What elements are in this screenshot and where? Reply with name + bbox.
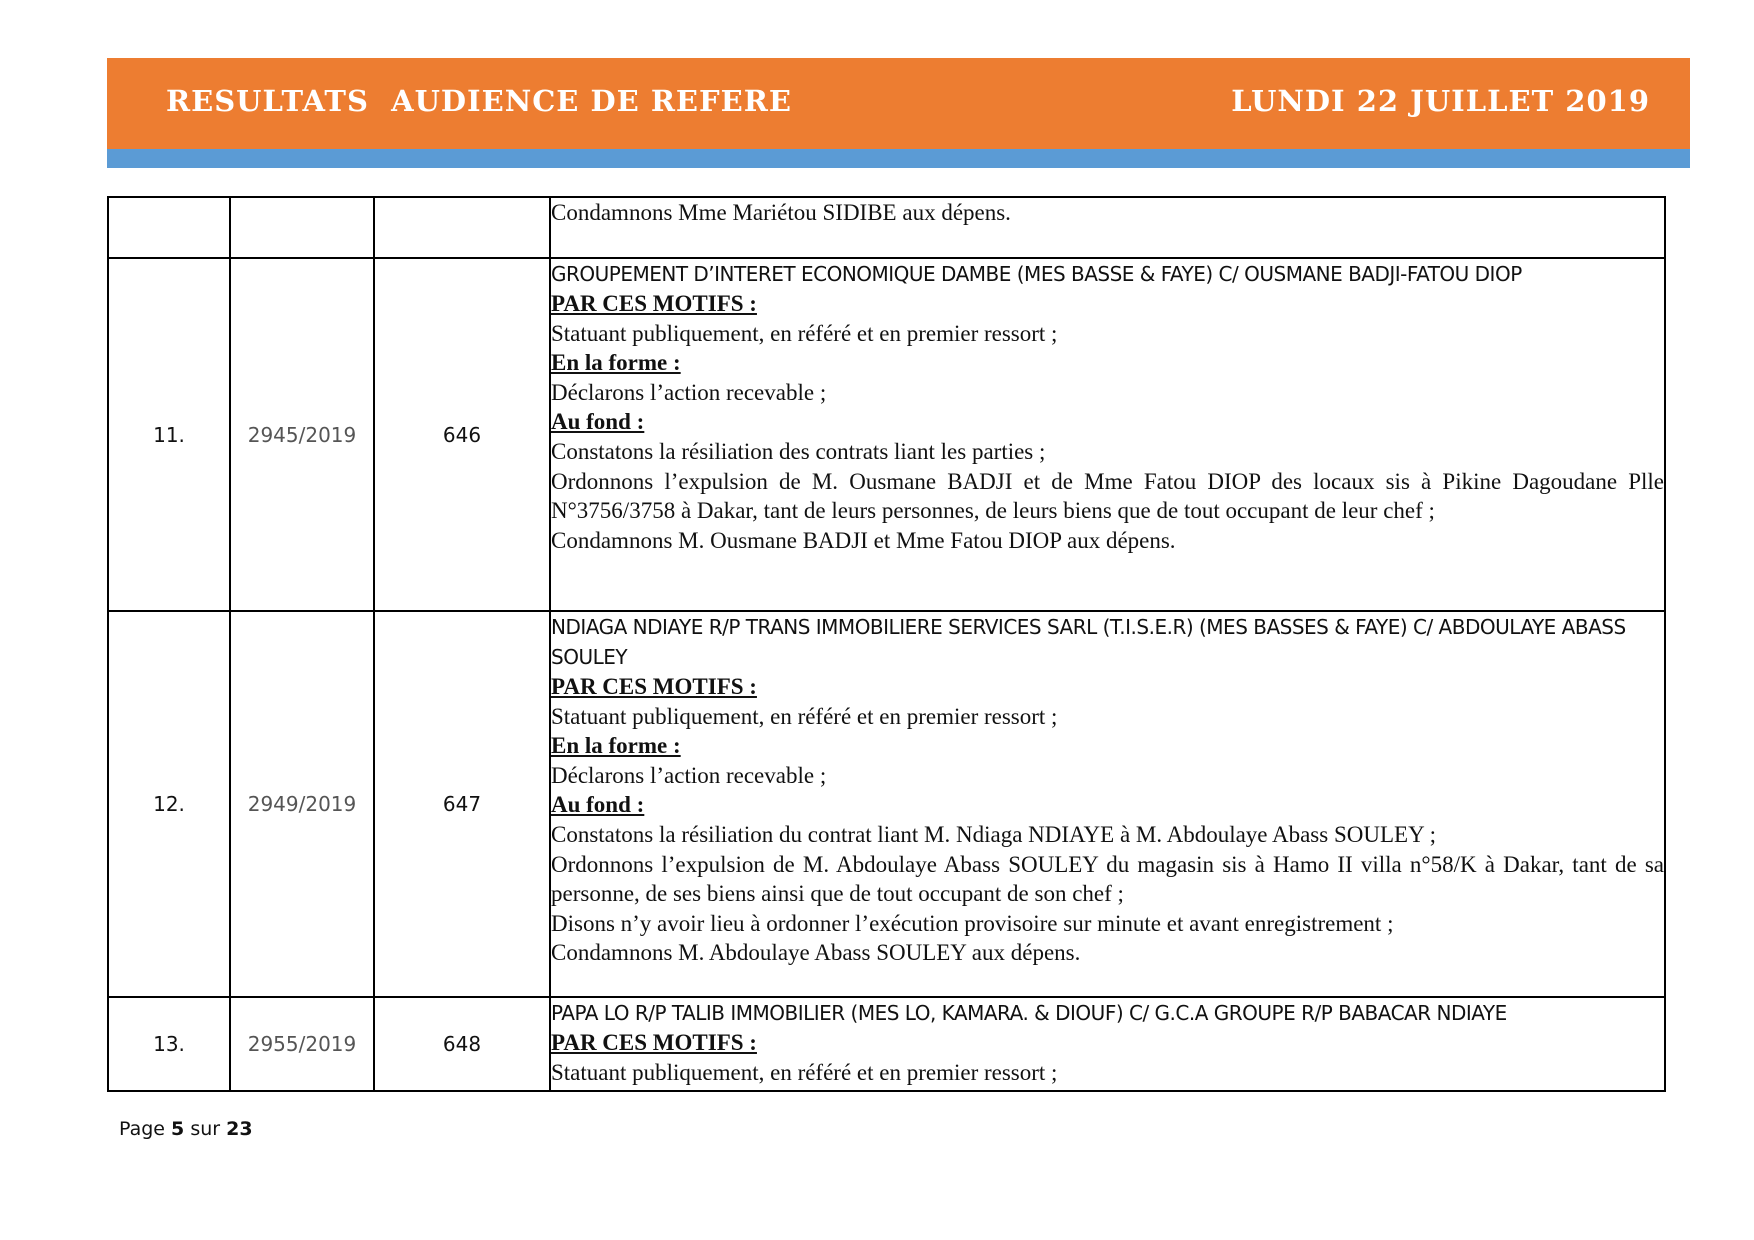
table-row: [108, 611, 1665, 997]
ruling-line: Ordonnons l’expulsion de M. Abdoulaye Abass SOULEY du magasin sis à Hamo II villa n°58/K à Dakar, tant de sa personne, de ses biens ainsi que de tout occupant de son chef ;: [551, 851, 1664, 907]
case-order: 646: [374, 258, 550, 611]
case-number: 12.: [108, 611, 230, 997]
ruling-line: Disons n’y avoir lieu à ordonner l’exécution provisoire sur minute et avant enregistrement ;: [551, 910, 1394, 936]
case-order: 648: [374, 997, 550, 1091]
case-parties: GROUPEMENT D’INTERET ECONOMIQUE DAMBE (MES BASSE & FAYE) C/ OUSMANE BADJI-FATOU DIOP: [551, 262, 1522, 286]
case-number: [108, 197, 230, 258]
section-heading: PAR CES MOTIFS :: [551, 674, 757, 699]
ruling-line: Constatons la résiliation du contrat liant M. Ndiaga NDIAYE à M. Abdoulaye Abass SOULEY ;: [551, 821, 1436, 847]
table-row: [108, 258, 1665, 611]
table-row: [108, 997, 1665, 1091]
case-parties: PAPA LO R/P TALIB IMMOBILIER (MES LO, KAMARA. & DIOUF) C/ G.C.A GROUPE R/P BABACAR NDIAYE: [551, 1001, 1507, 1025]
case-order: [374, 197, 550, 258]
ruling-line: Déclarons l’action recevable ;: [551, 379, 827, 405]
table-row: [108, 197, 1665, 258]
case-content: [550, 611, 1665, 997]
results-table: [107, 196, 1666, 1092]
header-stripe: [107, 149, 1690, 168]
ruling-line: Ordonnons l’expulsion de M. Ousmane BADJI et de Mme Fatou DIOP des locaux sis à Pikine Dagoudane Plle N°3756/3758 à Dakar, tant de leurs personnes, de leurs biens que de tout occupant de leur chef ;: [551, 468, 1664, 524]
section-heading: En la forme :: [551, 733, 681, 759]
section-heading: En la forme :: [551, 350, 681, 376]
ruling-line: Statuant publiquement, en référé et en premier ressort ;: [551, 703, 1058, 729]
case-number: 13.: [108, 997, 230, 1091]
page-total: 23: [226, 1118, 253, 1140]
ruling-line: Déclarons l’action recevable ;: [551, 762, 827, 788]
ruling-line: Condamnons Mme Mariétou SIDIBE aux dépens.: [551, 200, 1011, 225]
case-number: 11.: [108, 258, 230, 611]
ruling-line: Constatons la résiliation des contrats liant les parties ;: [551, 438, 1046, 464]
section-heading: Au fond :: [551, 792, 645, 818]
page-footer: [119, 1118, 253, 1140]
header-band: [107, 58, 1690, 149]
case-content: [550, 997, 1665, 1091]
case-parties: NDIAGA NDIAYE R/P TRANS IMMOBILIERE SERVICES SARL (T.I.S.E.R) (MES BASSES & FAYE) C/ ABDOULAYE ABASS SOULEY: [551, 615, 1626, 669]
section-heading: PAR CES MOTIFS :: [551, 1030, 757, 1055]
ruling-line: Statuant publiquement, en référé et en premier ressort ;: [551, 320, 1058, 346]
case-rg: [230, 197, 374, 258]
case-rg: 2945/2019: [230, 258, 374, 611]
document-title: RESULTATS AUDIENCE DE REFERE: [166, 84, 792, 118]
section-heading: PAR CES MOTIFS :: [551, 291, 757, 316]
of-label: sur: [190, 1118, 221, 1140]
page-label: Page: [119, 1118, 165, 1140]
case-order: 647: [374, 611, 550, 997]
ruling-line: Condamnons M. Ousmane BADJI et Mme Fatou DIOP aux dépens.: [551, 527, 1176, 553]
ruling-line: Statuant publiquement, en référé et en premier ressort ;: [551, 1059, 1058, 1085]
case-rg: 2955/2019: [230, 997, 374, 1091]
ruling-line: Condamnons M. Abdoulaye Abass SOULEY aux dépens.: [551, 940, 1081, 966]
page-current: 5: [171, 1118, 185, 1140]
case-rg: 2949/2019: [230, 611, 374, 997]
case-content: [550, 258, 1665, 611]
hearing-date: LUNDI 22 JUILLET 2019: [1231, 84, 1650, 118]
case-content: [550, 197, 1665, 258]
section-heading: Au fond :: [551, 409, 645, 435]
